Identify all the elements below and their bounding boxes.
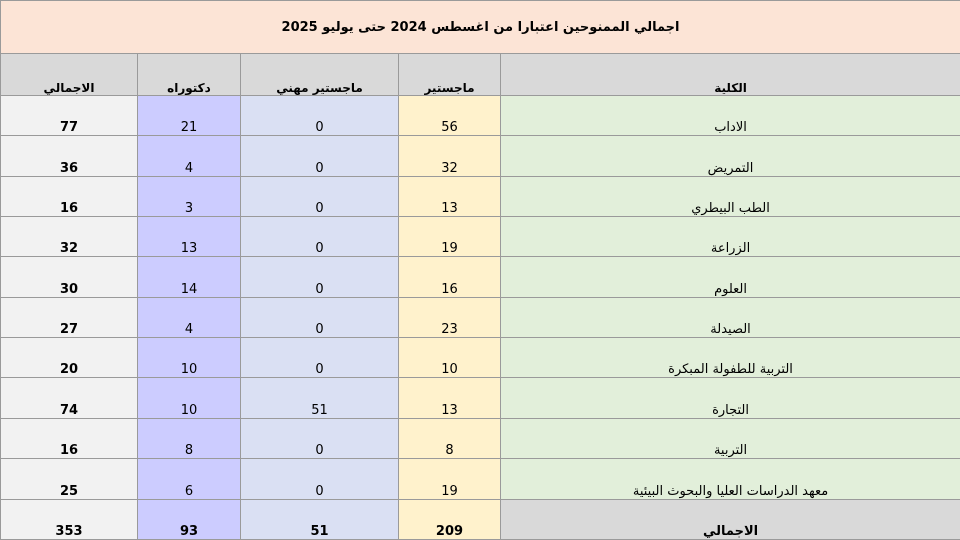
phd-cell: 3 [138, 176, 241, 216]
total-cell: 36 [1, 136, 138, 176]
table-title: اجمالي الممنوحين اعتبارا من اغسطس 2024 حتى يوليو 2025 [1, 1, 960, 54]
table-row [1, 418, 960, 458]
total-cell: 20 [1, 338, 138, 378]
table-row [1, 136, 960, 176]
master-cell: 23 [399, 297, 501, 337]
total-cell: 16 [1, 418, 138, 458]
header-row [1, 54, 960, 95]
professional-master-cell: 0 [241, 176, 399, 216]
professional-master-cell: 0 [241, 418, 399, 458]
table-row [1, 297, 960, 337]
professional-master-cell: 0 [241, 257, 399, 297]
title-row [1, 1, 960, 54]
master-cell: 8 [399, 418, 501, 458]
faculty-cell: التجارة [501, 378, 960, 418]
master-cell: 56 [399, 95, 501, 135]
phd-cell: 13 [138, 216, 241, 256]
table-row [1, 216, 960, 256]
faculty-cell: التربية [501, 418, 960, 458]
master-cell: 32 [399, 136, 501, 176]
faculty-cell: الزراعة [501, 216, 960, 256]
total-cell: 32 [1, 216, 138, 256]
table-row [1, 176, 960, 216]
faculty-cell: العلوم [501, 257, 960, 297]
total-cell: 16 [1, 176, 138, 216]
header-total: الاجمالي [1, 54, 138, 95]
phd-cell: 10 [138, 338, 241, 378]
phd-cell: 10 [138, 378, 241, 418]
total-cell: 77 [1, 95, 138, 135]
phd-cell: 4 [138, 297, 241, 337]
faculty-cell: التربية للطفولة المبكرة [501, 338, 960, 378]
table-row [1, 338, 960, 378]
professional-master-cell: 0 [241, 136, 399, 176]
header-professional-master: ماجستير مهني [241, 54, 399, 95]
master-cell: 19 [399, 459, 501, 500]
faculty-cell: معهد الدراسات العليا والبحوث البيئية [501, 459, 960, 500]
phd-cell: 21 [138, 95, 241, 135]
table-row [1, 459, 960, 500]
total-phd-cell: 93 [138, 499, 241, 539]
phd-cell: 4 [138, 136, 241, 176]
master-cell: 13 [399, 378, 501, 418]
table-row [1, 95, 960, 135]
table-row [1, 378, 960, 418]
phd-cell: 6 [138, 459, 241, 500]
faculty-cell: الطب البيطري [501, 176, 960, 216]
header-master: ماجستير [399, 54, 501, 95]
header-phd: دكتوراه [138, 54, 241, 95]
header-faculty: الكلية [501, 54, 960, 95]
phd-cell: 8 [138, 418, 241, 458]
total-professional-master-cell: 51 [241, 499, 399, 539]
total-cell: 27 [1, 297, 138, 337]
master-cell: 13 [399, 176, 501, 216]
phd-cell: 14 [138, 257, 241, 297]
professional-master-cell: 0 [241, 95, 399, 135]
master-cell: 10 [399, 338, 501, 378]
professional-master-cell: 0 [241, 297, 399, 337]
professional-master-cell: 0 [241, 338, 399, 378]
total-cell: 25 [1, 459, 138, 500]
faculty-cell: الصيدلة [501, 297, 960, 337]
faculty-cell: الاداب [501, 95, 960, 135]
totals-row [1, 499, 960, 539]
total-cell: 30 [1, 257, 138, 297]
master-cell: 16 [399, 257, 501, 297]
professional-master-cell: 51 [241, 378, 399, 418]
total-cell: 74 [1, 378, 138, 418]
faculty-cell: التمريض [501, 136, 960, 176]
professional-master-cell: 0 [241, 459, 399, 500]
grand-total-cell: 353 [1, 499, 138, 539]
totals-label-cell: الاجمالي [501, 499, 960, 539]
professional-master-cell: 0 [241, 216, 399, 256]
master-cell: 19 [399, 216, 501, 256]
total-master-cell: 209 [399, 499, 501, 539]
table-row [1, 257, 960, 297]
